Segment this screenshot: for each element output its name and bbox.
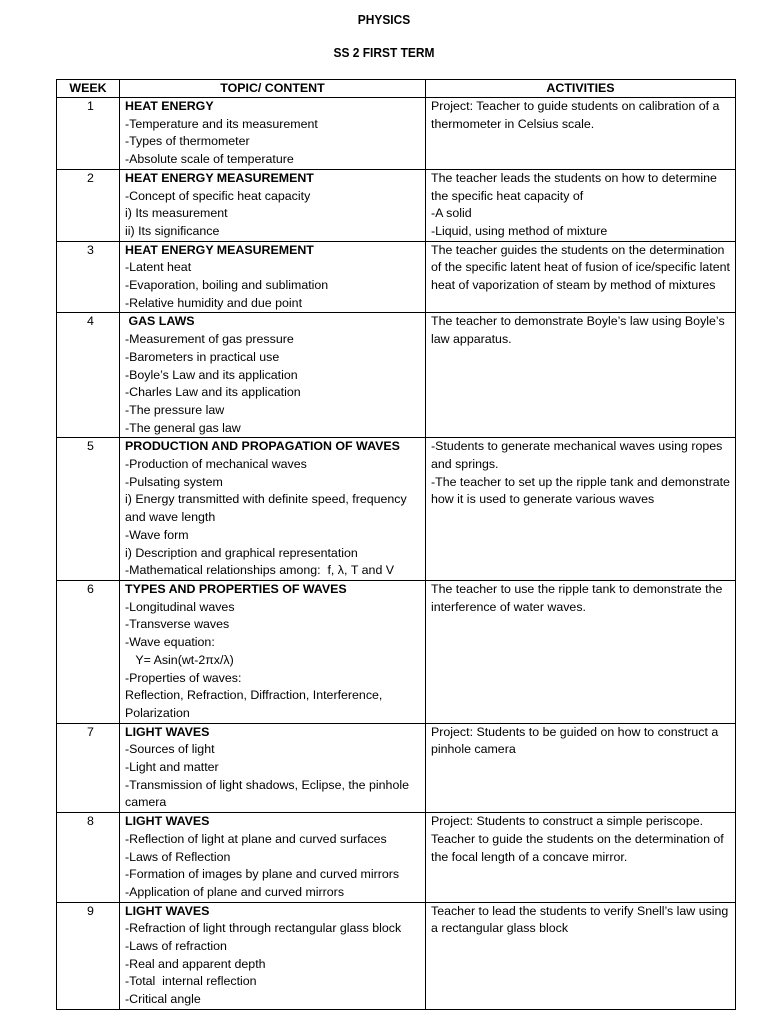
week-number: 6 — [57, 580, 120, 723]
activity-line: Teacher to lead the students to verify Snell’s law using a rectangular glass block — [431, 903, 729, 936]
topic-line: i) Energy transmitted with definite speed, frequency and wave length — [125, 492, 411, 525]
activities-cell — [426, 902, 736, 1009]
topic-content-cell — [120, 438, 426, 581]
topic-line: Reflection, Refraction, Diffraction, Interference, Polarization — [125, 688, 386, 720]
topic-line: -Transmission of light shadows, Eclipse, the pinhole camera — [125, 777, 413, 810]
topic-line: -Real and apparent depth — [125, 956, 266, 971]
activities-cell — [426, 98, 736, 170]
topic-line: -Mathematical relationships among: f, λ, T and V — [125, 563, 395, 578]
topic-line: -Relative humidity and due point — [125, 295, 303, 310]
topic-content-cell — [120, 723, 426, 813]
topic-heading: HEAT ENERGY MEASUREMENT — [125, 242, 314, 257]
header-week: WEEK — [57, 80, 120, 98]
activity-line: Project: Students to construct a simple periscope. Teacher to guide the students on the determination of the focal length of a concave mirror. — [431, 814, 724, 864]
topic-heading: GAS LAWS — [125, 314, 195, 329]
activities-cell — [426, 241, 736, 313]
table-row — [57, 438, 736, 581]
topic-heading: TYPES AND PROPERTIES OF WAVES — [125, 581, 347, 596]
topic-line: -Reflection of light at plane and curved surfaces — [125, 831, 387, 846]
activities-cell — [426, 580, 736, 723]
topic-line: -Production of mechanical waves — [125, 457, 307, 472]
topic-line: -Evaporation, boiling and sublimation — [125, 278, 329, 293]
topic-line: -Concept of specific heat capacity — [125, 188, 311, 203]
topic-line: -Laws of Reflection — [125, 849, 231, 864]
week-number: 7 — [57, 723, 120, 813]
topic-heading: PRODUCTION AND PROPAGATION OF WAVES — [125, 439, 400, 454]
table-row — [57, 902, 736, 1009]
topic-line: -The pressure law — [125, 402, 225, 417]
topic-line: -Total internal reflection — [125, 974, 257, 989]
activity-line: The teacher to demonstrate Boyle’s law using Boyle’s law apparatus. — [431, 314, 725, 347]
activities-cell — [426, 813, 736, 903]
topic-line: i) Its measurement — [125, 206, 228, 221]
topic-line: Y= Asin(wt-2πx/λ) — [125, 652, 234, 667]
topic-line: -Barometers in practical use — [125, 349, 280, 364]
topic-line: -Wave equation: — [125, 635, 215, 650]
topic-content-cell — [120, 98, 426, 170]
activity-line: The teacher guides the students on the determination of the specific latent heat of fusion of ice/specific latent heat of vaporization of steam by method of mixtures — [431, 242, 730, 293]
topic-content-cell — [120, 241, 426, 313]
table-row — [57, 313, 736, 438]
scheme-of-work-table — [56, 79, 736, 1010]
topic-line: -Formation of images by plane and curved mirrors — [125, 867, 400, 882]
topic-line: -Pulsating system — [125, 474, 223, 489]
activity-line: Project: Students to be guided on how to construct a pinhole camera — [431, 724, 719, 757]
topic-heading: LIGHT WAVES — [125, 724, 210, 739]
table-row — [57, 813, 736, 903]
topic-line: -Wave form — [125, 527, 189, 542]
week-number: 9 — [57, 902, 120, 1009]
topic-line: -Application of plane and curved mirrors — [125, 884, 345, 899]
week-number: 8 — [57, 813, 120, 903]
topic-line: -Temperature and its measurement — [125, 116, 318, 131]
activities-cell — [426, 313, 736, 438]
topic-content-cell — [120, 902, 426, 1009]
topic-heading: HEAT ENERGY MEASUREMENT — [125, 170, 314, 185]
topic-line: -Absolute scale of temperature — [125, 152, 294, 167]
week-number: 4 — [57, 313, 120, 438]
topic-line: -Transverse waves — [125, 617, 230, 632]
topic-line: ii) Its significance — [125, 223, 220, 238]
page-title: PHYSICS — [357, 12, 411, 27]
week-number: 3 — [57, 241, 120, 313]
activity-line: The teacher leads the students on how to determine the specific heat capacity of — [431, 170, 717, 203]
activity-line: Project: Teacher to guide students on calibration of a thermometer in Celsius scale. — [431, 99, 720, 131]
table-body — [57, 98, 736, 1010]
week-number: 2 — [57, 169, 120, 241]
activities-cell — [426, 169, 736, 241]
topic-line: i) Description and graphical representation — [125, 545, 358, 560]
activity-line: The teacher to use the ripple tank to demonstrate the interference of water waves. — [431, 581, 723, 614]
topic-content-cell — [120, 580, 426, 723]
activity-line: -A solid — [431, 206, 472, 221]
activity-line: -Students to generate mechanical waves using ropes and springs. — [431, 439, 723, 472]
table-row — [57, 98, 736, 170]
topic-line: -Longitudinal waves — [125, 599, 235, 614]
table-row — [57, 723, 736, 813]
activity-line: -The teacher to set up the ripple tank and demonstrate how it is used to generate various waves — [431, 474, 730, 507]
topic-line: -Charles Law and its application — [125, 385, 301, 400]
topic-line: -The general gas law — [125, 420, 241, 435]
table-row — [57, 169, 736, 241]
topic-line: -Properties of waves: — [125, 670, 242, 685]
topic-line: -Boyle’s Law and its application — [125, 367, 298, 382]
week-number: 5 — [57, 438, 120, 581]
week-number: 1 — [57, 98, 120, 170]
table-row — [57, 580, 736, 723]
topic-line: -Latent heat — [125, 260, 192, 275]
header-activities: ACTIVITIES — [426, 80, 736, 98]
topic-line: -Types of thermometer — [125, 134, 250, 149]
topic-content-cell — [120, 169, 426, 241]
topic-line: -Critical angle — [125, 992, 201, 1007]
topic-content-cell — [120, 313, 426, 438]
topic-heading: HEAT ENERGY — [125, 99, 214, 113]
activities-cell — [426, 723, 736, 813]
table-header-row — [57, 80, 736, 98]
topic-line: -Light and matter — [125, 760, 219, 775]
topic-line: -Measurement of gas pressure — [125, 332, 294, 347]
topic-line: -Laws of refraction — [125, 939, 227, 954]
topic-line: -Refraction of light through rectangular glass block — [125, 921, 402, 936]
page-subtitle: SS 2 FIRST TERM — [333, 45, 435, 60]
topic-heading: LIGHT WAVES — [125, 814, 210, 829]
topic-heading: LIGHT WAVES — [125, 903, 210, 918]
activity-line: -Liquid, using method of mixture — [431, 223, 608, 238]
table-row — [57, 241, 736, 313]
activities-cell — [426, 438, 736, 581]
topic-content-cell — [120, 813, 426, 903]
topic-line: -Sources of light — [125, 742, 215, 757]
header-topic-content: TOPIC/ CONTENT — [120, 80, 426, 98]
